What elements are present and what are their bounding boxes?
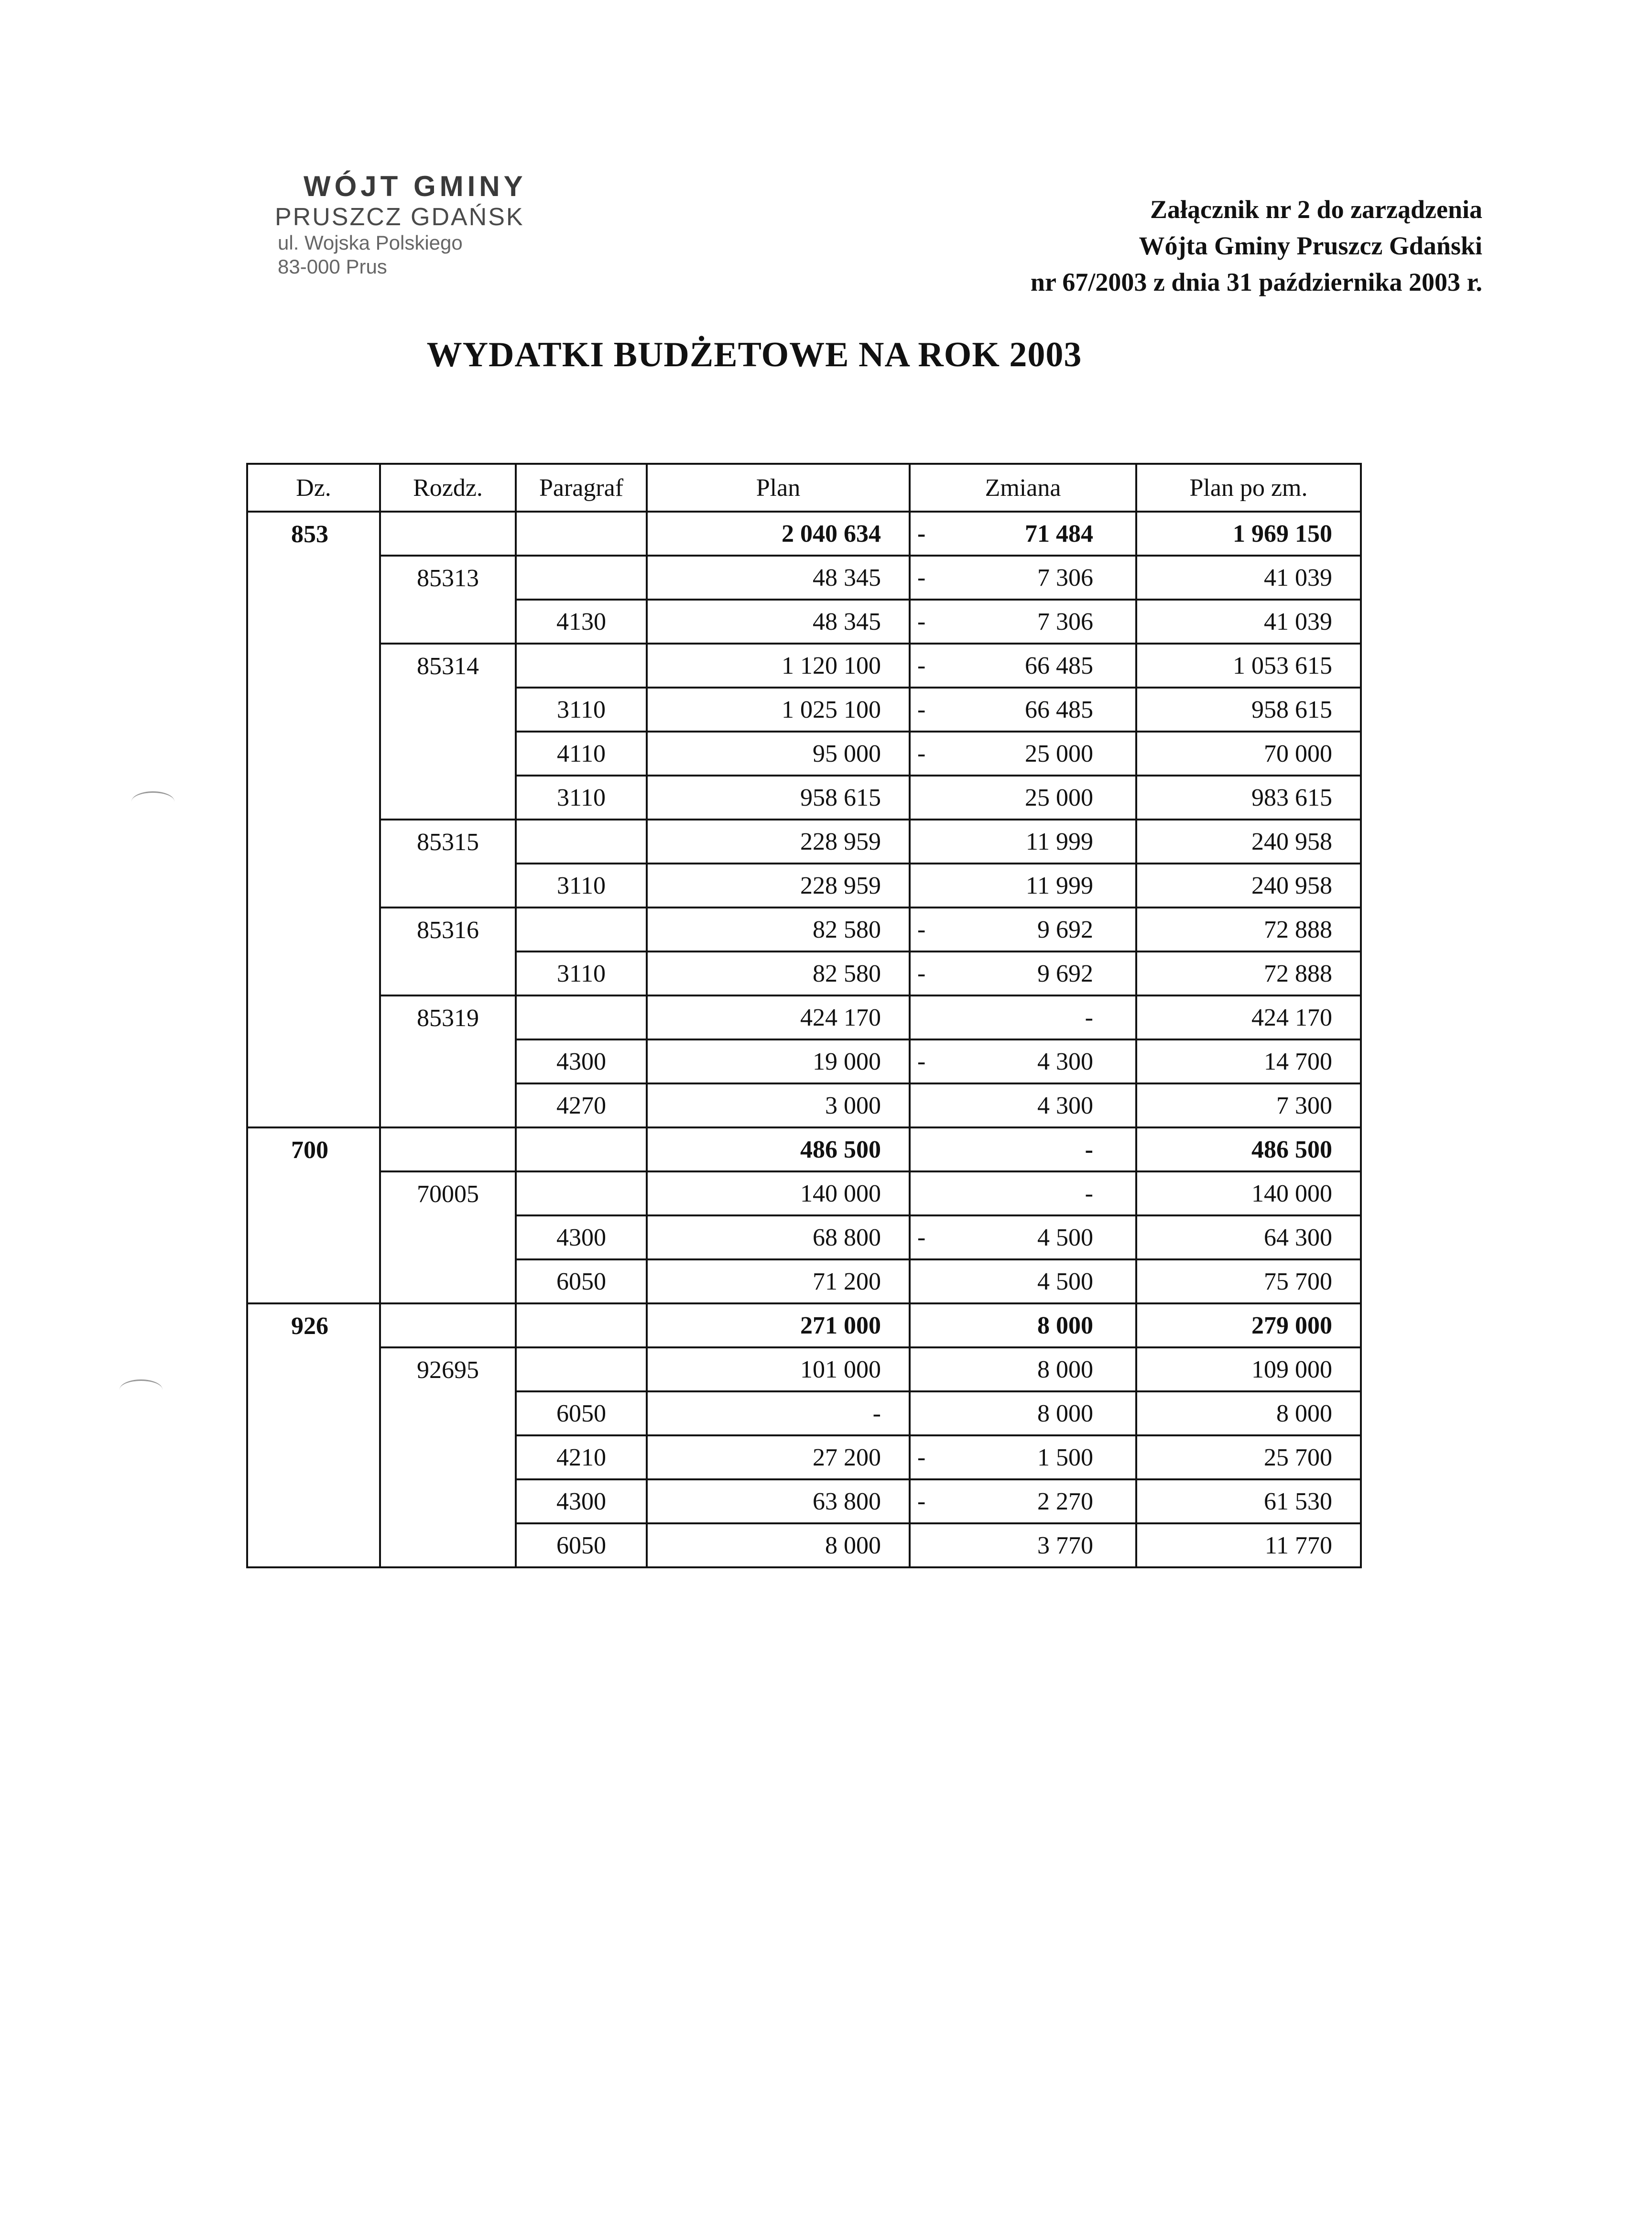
cell-plan: 486 500 bbox=[647, 1127, 910, 1171]
zmiana-value: 7 306 bbox=[1037, 608, 1093, 635]
table-row bbox=[247, 1347, 1361, 1391]
table-row bbox=[247, 512, 1361, 556]
cell-paragraf: 3110 bbox=[516, 951, 647, 995]
minus-sign: - bbox=[917, 520, 926, 547]
cell-rozdz: 85319 bbox=[380, 995, 516, 1039]
cell-dz bbox=[247, 820, 380, 864]
cell-paragraf bbox=[516, 512, 647, 556]
cell-zmiana bbox=[910, 1259, 1136, 1303]
zmiana-value: 25 000 bbox=[1025, 740, 1093, 767]
cell-plan: 48 345 bbox=[647, 556, 910, 600]
zmiana-value: 8 000 bbox=[1037, 1356, 1093, 1383]
cell-paragraf bbox=[516, 908, 647, 951]
zmiana-value: 8 000 bbox=[1037, 1312, 1093, 1339]
zmiana-value: 9 692 bbox=[1037, 916, 1093, 943]
cell-plan-po-zm: 14 700 bbox=[1136, 1039, 1361, 1083]
cell-dz bbox=[247, 776, 380, 820]
table-header-row bbox=[247, 464, 1361, 512]
table-row bbox=[247, 1215, 1361, 1259]
cell-dz bbox=[247, 600, 380, 644]
cell-zmiana bbox=[910, 688, 1136, 732]
cell-paragraf: 4270 bbox=[516, 1083, 647, 1127]
zmiana-value: 8 000 bbox=[1037, 1400, 1093, 1427]
cell-dz bbox=[247, 951, 380, 995]
zmiana-value: - bbox=[1085, 1180, 1093, 1207]
table-row bbox=[247, 1523, 1361, 1567]
cell-zmiana bbox=[910, 820, 1136, 864]
cell-plan: 101 000 bbox=[647, 1347, 910, 1391]
cell-zmiana bbox=[910, 1215, 1136, 1259]
annex-line-2: Wójta Gminy Pruszcz Gdański bbox=[1139, 231, 1482, 260]
cell-dz bbox=[247, 1479, 380, 1523]
cell-zmiana bbox=[910, 600, 1136, 644]
table-row bbox=[247, 864, 1361, 908]
cell-dz bbox=[247, 1523, 380, 1567]
cell-dz bbox=[247, 908, 380, 951]
stamp-line-4: 83-000 Prus bbox=[278, 255, 387, 278]
stamp-line-3: ul. Wojska Polskiego bbox=[278, 231, 463, 254]
zmiana-value: 9 692 bbox=[1037, 960, 1093, 987]
page-title: WYDATKI BUDŻETOWE NA ROK 2003 bbox=[426, 335, 1082, 374]
cell-dz bbox=[247, 995, 380, 1039]
cell-rozdz bbox=[380, 1303, 516, 1347]
cell-paragraf: 3110 bbox=[516, 776, 647, 820]
cell-rozdz: 92695 bbox=[380, 1347, 516, 1391]
cell-plan-po-zm: 1 053 615 bbox=[1136, 644, 1361, 688]
zmiana-value: 2 270 bbox=[1037, 1487, 1093, 1515]
table-row bbox=[247, 1171, 1361, 1215]
header-rozdz: Rozdz. bbox=[380, 464, 516, 512]
stamp-line-1: WÓJT GMINY bbox=[304, 170, 527, 202]
cell-zmiana bbox=[910, 1523, 1136, 1567]
scan-mark bbox=[131, 791, 174, 812]
cell-paragraf: 3110 bbox=[516, 688, 647, 732]
header-zmiana: Zmiana bbox=[910, 464, 1136, 512]
cell-dz: 700 bbox=[247, 1127, 380, 1171]
cell-plan-po-zm: 8 000 bbox=[1136, 1391, 1361, 1435]
zmiana-value: - bbox=[1085, 1136, 1093, 1163]
cell-plan-po-zm: 424 170 bbox=[1136, 995, 1361, 1039]
zmiana-value: 4 300 bbox=[1037, 1092, 1093, 1119]
cell-plan: 424 170 bbox=[647, 995, 910, 1039]
cell-rozdz bbox=[380, 512, 516, 556]
cell-dz bbox=[247, 732, 380, 776]
cell-zmiana bbox=[910, 556, 1136, 600]
cell-plan: 27 200 bbox=[647, 1435, 910, 1479]
cell-plan: 228 959 bbox=[647, 820, 910, 864]
cell-dz bbox=[247, 1435, 380, 1479]
zmiana-value: 3 770 bbox=[1037, 1531, 1093, 1559]
cell-paragraf: 6050 bbox=[516, 1391, 647, 1435]
cell-dz bbox=[247, 1391, 380, 1435]
cell-rozdz bbox=[380, 776, 516, 820]
zmiana-value: 4 500 bbox=[1037, 1268, 1093, 1295]
zmiana-value: 66 485 bbox=[1025, 696, 1093, 723]
cell-plan-po-zm: 72 888 bbox=[1136, 908, 1361, 951]
zmiana-value: 71 484 bbox=[1025, 520, 1093, 547]
cell-plan: 95 000 bbox=[647, 732, 910, 776]
cell-dz bbox=[247, 1347, 380, 1391]
cell-paragraf: 4300 bbox=[516, 1479, 647, 1523]
minus-sign: - bbox=[917, 1444, 926, 1471]
header-plan-po-zm: Plan po zm. bbox=[1136, 464, 1361, 512]
zmiana-value: 4 500 bbox=[1037, 1224, 1093, 1251]
annex-line-3: nr 67/2003 z dnia 31 października 2003 r. bbox=[1030, 268, 1482, 296]
minus-sign: - bbox=[917, 1048, 926, 1075]
cell-paragraf: 4300 bbox=[516, 1215, 647, 1259]
cell-dz bbox=[247, 1039, 380, 1083]
cell-rozdz bbox=[380, 1127, 516, 1171]
cell-paragraf bbox=[516, 1127, 647, 1171]
cell-zmiana bbox=[910, 1039, 1136, 1083]
cell-plan-po-zm: 25 700 bbox=[1136, 1435, 1361, 1479]
table-body bbox=[247, 512, 1361, 1567]
cell-paragraf bbox=[516, 644, 647, 688]
cell-zmiana bbox=[910, 864, 1136, 908]
cell-rozdz bbox=[380, 864, 516, 908]
table-row bbox=[247, 1435, 1361, 1479]
header-dz: Dz. bbox=[247, 464, 380, 512]
table-row bbox=[247, 732, 1361, 776]
scan-mark bbox=[120, 1379, 163, 1400]
cell-rozdz bbox=[380, 1083, 516, 1127]
zmiana-value: 4 300 bbox=[1037, 1048, 1093, 1075]
cell-plan: 958 615 bbox=[647, 776, 910, 820]
cell-rozdz bbox=[380, 600, 516, 644]
cell-plan: 82 580 bbox=[647, 908, 910, 951]
cell-plan: 63 800 bbox=[647, 1479, 910, 1523]
cell-plan-po-zm: 41 039 bbox=[1136, 600, 1361, 644]
cell-plan-po-zm: 61 530 bbox=[1136, 1479, 1361, 1523]
cell-paragraf: 4300 bbox=[516, 1039, 647, 1083]
minus-sign: - bbox=[917, 960, 926, 987]
cell-dz bbox=[247, 1171, 380, 1215]
minus-sign: - bbox=[917, 608, 926, 635]
zmiana-value: 1 500 bbox=[1037, 1444, 1093, 1471]
cell-paragraf: 6050 bbox=[516, 1259, 647, 1303]
table-row bbox=[247, 908, 1361, 951]
cell-plan: 1 120 100 bbox=[647, 644, 910, 688]
cell-paragraf bbox=[516, 1303, 647, 1347]
minus-sign: - bbox=[917, 740, 926, 767]
table-row bbox=[247, 688, 1361, 732]
cell-rozdz bbox=[380, 1259, 516, 1303]
cell-paragraf bbox=[516, 995, 647, 1039]
cell-zmiana bbox=[910, 1435, 1136, 1479]
cell-plan-po-zm: 11 770 bbox=[1136, 1523, 1361, 1567]
cell-rozdz bbox=[380, 951, 516, 995]
table-row bbox=[247, 995, 1361, 1039]
cell-plan: 3 000 bbox=[647, 1083, 910, 1127]
page-title-wrap bbox=[0, 335, 1652, 375]
cell-dz: 926 bbox=[247, 1303, 380, 1347]
cell-rozdz bbox=[380, 1523, 516, 1567]
cell-plan-po-zm: 70 000 bbox=[1136, 732, 1361, 776]
minus-sign: - bbox=[917, 564, 926, 591]
cell-plan: 19 000 bbox=[647, 1039, 910, 1083]
cell-zmiana bbox=[910, 1127, 1136, 1171]
cell-plan-po-zm: 1 969 150 bbox=[1136, 512, 1361, 556]
cell-plan-po-zm: 140 000 bbox=[1136, 1171, 1361, 1215]
minus-sign: - bbox=[917, 696, 926, 723]
cell-rozdz: 70005 bbox=[380, 1171, 516, 1215]
cell-paragraf: 4210 bbox=[516, 1435, 647, 1479]
cell-paragraf bbox=[516, 556, 647, 600]
cell-plan: 140 000 bbox=[647, 1171, 910, 1215]
table-row bbox=[247, 1039, 1361, 1083]
cell-zmiana bbox=[910, 1479, 1136, 1523]
cell-plan-po-zm: 279 000 bbox=[1136, 1303, 1361, 1347]
cell-rozdz bbox=[380, 688, 516, 732]
table-row bbox=[247, 1391, 1361, 1435]
zmiana-value: 66 485 bbox=[1025, 652, 1093, 679]
minus-sign: - bbox=[917, 1224, 926, 1251]
table-row bbox=[247, 1127, 1361, 1171]
cell-rozdz bbox=[380, 732, 516, 776]
cell-rozdz bbox=[380, 1391, 516, 1435]
cell-dz: 853 bbox=[247, 512, 380, 556]
cell-plan: 271 000 bbox=[647, 1303, 910, 1347]
cell-zmiana bbox=[910, 512, 1136, 556]
cell-plan: - bbox=[647, 1391, 910, 1435]
zmiana-value: - bbox=[1085, 1004, 1093, 1031]
cell-paragraf bbox=[516, 1347, 647, 1391]
cell-plan: 82 580 bbox=[647, 951, 910, 995]
cell-plan-po-zm: 983 615 bbox=[1136, 776, 1361, 820]
header-plan: Plan bbox=[647, 464, 910, 512]
annex-line-1: Załącznik nr 2 do zarządzenia bbox=[1150, 195, 1482, 224]
budget-table bbox=[246, 463, 1362, 1568]
table-row bbox=[247, 776, 1361, 820]
cell-plan-po-zm: 75 700 bbox=[1136, 1259, 1361, 1303]
official-stamp bbox=[275, 170, 527, 279]
table-row bbox=[247, 820, 1361, 864]
cell-zmiana bbox=[910, 1347, 1136, 1391]
cell-plan: 1 025 100 bbox=[647, 688, 910, 732]
cell-zmiana bbox=[910, 776, 1136, 820]
cell-plan-po-zm: 958 615 bbox=[1136, 688, 1361, 732]
zmiana-value: 11 999 bbox=[1025, 872, 1093, 899]
cell-plan-po-zm: 486 500 bbox=[1136, 1127, 1361, 1171]
minus-sign: - bbox=[917, 916, 926, 943]
minus-sign: - bbox=[917, 1487, 926, 1515]
cell-plan: 68 800 bbox=[647, 1215, 910, 1259]
cell-paragraf: 4130 bbox=[516, 600, 647, 644]
table-row bbox=[247, 1303, 1361, 1347]
cell-plan-po-zm: 109 000 bbox=[1136, 1347, 1361, 1391]
cell-plan: 2 040 634 bbox=[647, 512, 910, 556]
cell-dz bbox=[247, 1259, 380, 1303]
cell-plan: 48 345 bbox=[647, 600, 910, 644]
cell-rozdz: 85314 bbox=[380, 644, 516, 688]
zmiana-value: 11 999 bbox=[1025, 828, 1093, 855]
cell-plan-po-zm: 64 300 bbox=[1136, 1215, 1361, 1259]
cell-paragraf: 3110 bbox=[516, 864, 647, 908]
cell-dz bbox=[247, 556, 380, 600]
table-row bbox=[247, 644, 1361, 688]
cell-zmiana bbox=[910, 908, 1136, 951]
zmiana-value: 25 000 bbox=[1025, 784, 1093, 811]
cell-plan-po-zm: 7 300 bbox=[1136, 1083, 1361, 1127]
header-paragraf: Paragraf bbox=[516, 464, 647, 512]
cell-dz bbox=[247, 688, 380, 732]
table-row bbox=[247, 1083, 1361, 1127]
cell-rozdz bbox=[380, 1215, 516, 1259]
cell-plan-po-zm: 41 039 bbox=[1136, 556, 1361, 600]
cell-plan-po-zm: 72 888 bbox=[1136, 951, 1361, 995]
table-row bbox=[247, 556, 1361, 600]
table-row bbox=[247, 951, 1361, 995]
cell-paragraf: 4110 bbox=[516, 732, 647, 776]
cell-rozdz bbox=[380, 1479, 516, 1523]
minus-sign: - bbox=[917, 652, 926, 679]
cell-dz bbox=[247, 864, 380, 908]
cell-paragraf bbox=[516, 820, 647, 864]
cell-plan: 71 200 bbox=[647, 1259, 910, 1303]
cell-zmiana bbox=[910, 951, 1136, 995]
cell-zmiana bbox=[910, 1171, 1136, 1215]
annex-header bbox=[1031, 191, 1482, 300]
zmiana-value: 7 306 bbox=[1037, 564, 1093, 591]
cell-dz bbox=[247, 1083, 380, 1127]
cell-rozdz: 85316 bbox=[380, 908, 516, 951]
cell-rozdz bbox=[380, 1039, 516, 1083]
cell-zmiana bbox=[910, 995, 1136, 1039]
cell-zmiana bbox=[910, 1391, 1136, 1435]
cell-zmiana bbox=[910, 732, 1136, 776]
cell-dz bbox=[247, 1215, 380, 1259]
cell-zmiana bbox=[910, 644, 1136, 688]
table-row bbox=[247, 1259, 1361, 1303]
cell-plan: 228 959 bbox=[647, 864, 910, 908]
cell-zmiana bbox=[910, 1303, 1136, 1347]
cell-plan: 8 000 bbox=[647, 1523, 910, 1567]
cell-rozdz: 85313 bbox=[380, 556, 516, 600]
cell-plan-po-zm: 240 958 bbox=[1136, 820, 1361, 864]
cell-plan-po-zm: 240 958 bbox=[1136, 864, 1361, 908]
cell-paragraf: 6050 bbox=[516, 1523, 647, 1567]
cell-rozdz: 85315 bbox=[380, 820, 516, 864]
table-row bbox=[247, 1479, 1361, 1523]
cell-paragraf bbox=[516, 1171, 647, 1215]
cell-rozdz bbox=[380, 1435, 516, 1479]
table-row bbox=[247, 600, 1361, 644]
stamp-line-2: PRUSZCZ GDAŃSK bbox=[275, 203, 524, 231]
cell-zmiana bbox=[910, 1083, 1136, 1127]
cell-dz bbox=[247, 644, 380, 688]
